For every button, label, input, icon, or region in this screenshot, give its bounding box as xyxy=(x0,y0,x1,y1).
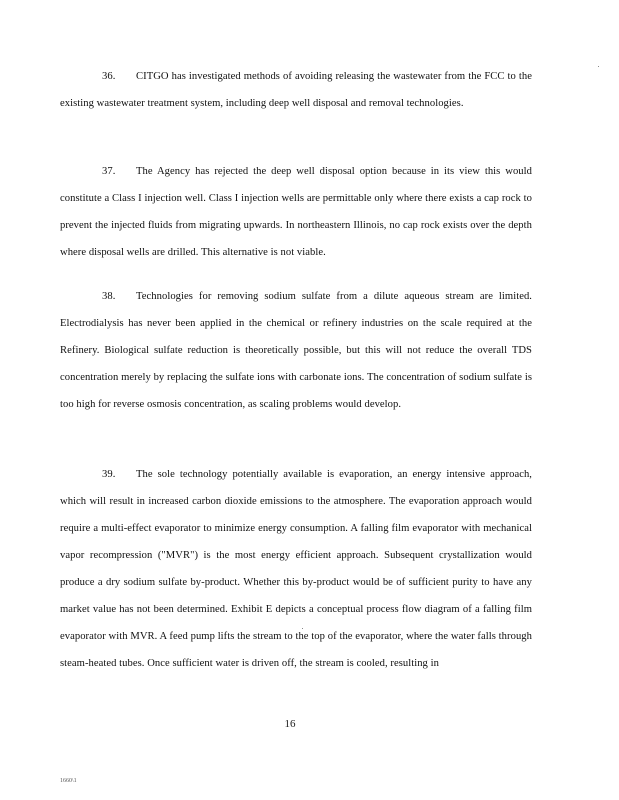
paragraph-36 xyxy=(60,63,532,117)
scan-speck xyxy=(598,66,599,67)
paragraph-number: 36. xyxy=(102,71,116,82)
footer-doc-code: 1660\1 xyxy=(60,778,77,784)
scan-speck xyxy=(302,628,303,629)
paragraph-text: The sole technology potentially available is evaporation, an energy intensive approach, which will result in increased carbon dioxide emissions to the atmosphere. The evaporation approach would require a multi-effect evaporator to minimize energy consumption. A falling film evaporator with mechanical vapor recompression ("MVR") is the most energy efficient approach. Subsequent crystallization would produce a dry sodium sulfate by-product. Whether this by-product would be of sufficient purity to have any market value has not been determined. Exhibit E depicts a conceptual process flow diagram of a falling film evaporator with MVR. A feed pump lifts the stream to the top of the evaporator, where the water falls through steam-heated tubes. Once sufficient water is driven off, the stream is cooled, resulting in xyxy=(60,469,532,669)
paragraph-text: The Agency has rejected the deep well disposal option because in its view this would constitute a Class I injection well. Class I injection wells are permittable only where there exists a cap rock to prevent the injected fluids from migrating upwards. In northeastern Illinois, no cap rock exists over the depth where disposal wells are drilled. This alternative is not viable. xyxy=(60,166,532,258)
paragraph-number: 39. xyxy=(102,469,116,480)
paragraph-37 xyxy=(60,158,532,266)
paragraph-number: 38. xyxy=(102,291,116,302)
paragraph-number: 37. xyxy=(102,166,116,177)
paragraph-text: CITGO has investigated methods of avoiding releasing the wastewater from the FCC to the existing wastewater treatment system, including deep well disposal and removal technologies. xyxy=(60,71,532,109)
paragraph-39 xyxy=(60,461,532,677)
paragraph-38 xyxy=(60,283,532,418)
page-number: 16 xyxy=(284,718,296,730)
paragraph-text: Technologies for removing sodium sulfate from a dilute aqueous stream are limited. Electrodialysis has never been applied in the chemical or refinery industries on the scale required at the Refinery. Biological sulfate reduction is theoretically possible, but this will not reduce the overall TDS concentration merely by replacing the sulfate ions with carbonate ions. The concentration of sodium sulfate is too high for reverse osmosis concentration, as scaling problems would develop. xyxy=(60,291,532,410)
